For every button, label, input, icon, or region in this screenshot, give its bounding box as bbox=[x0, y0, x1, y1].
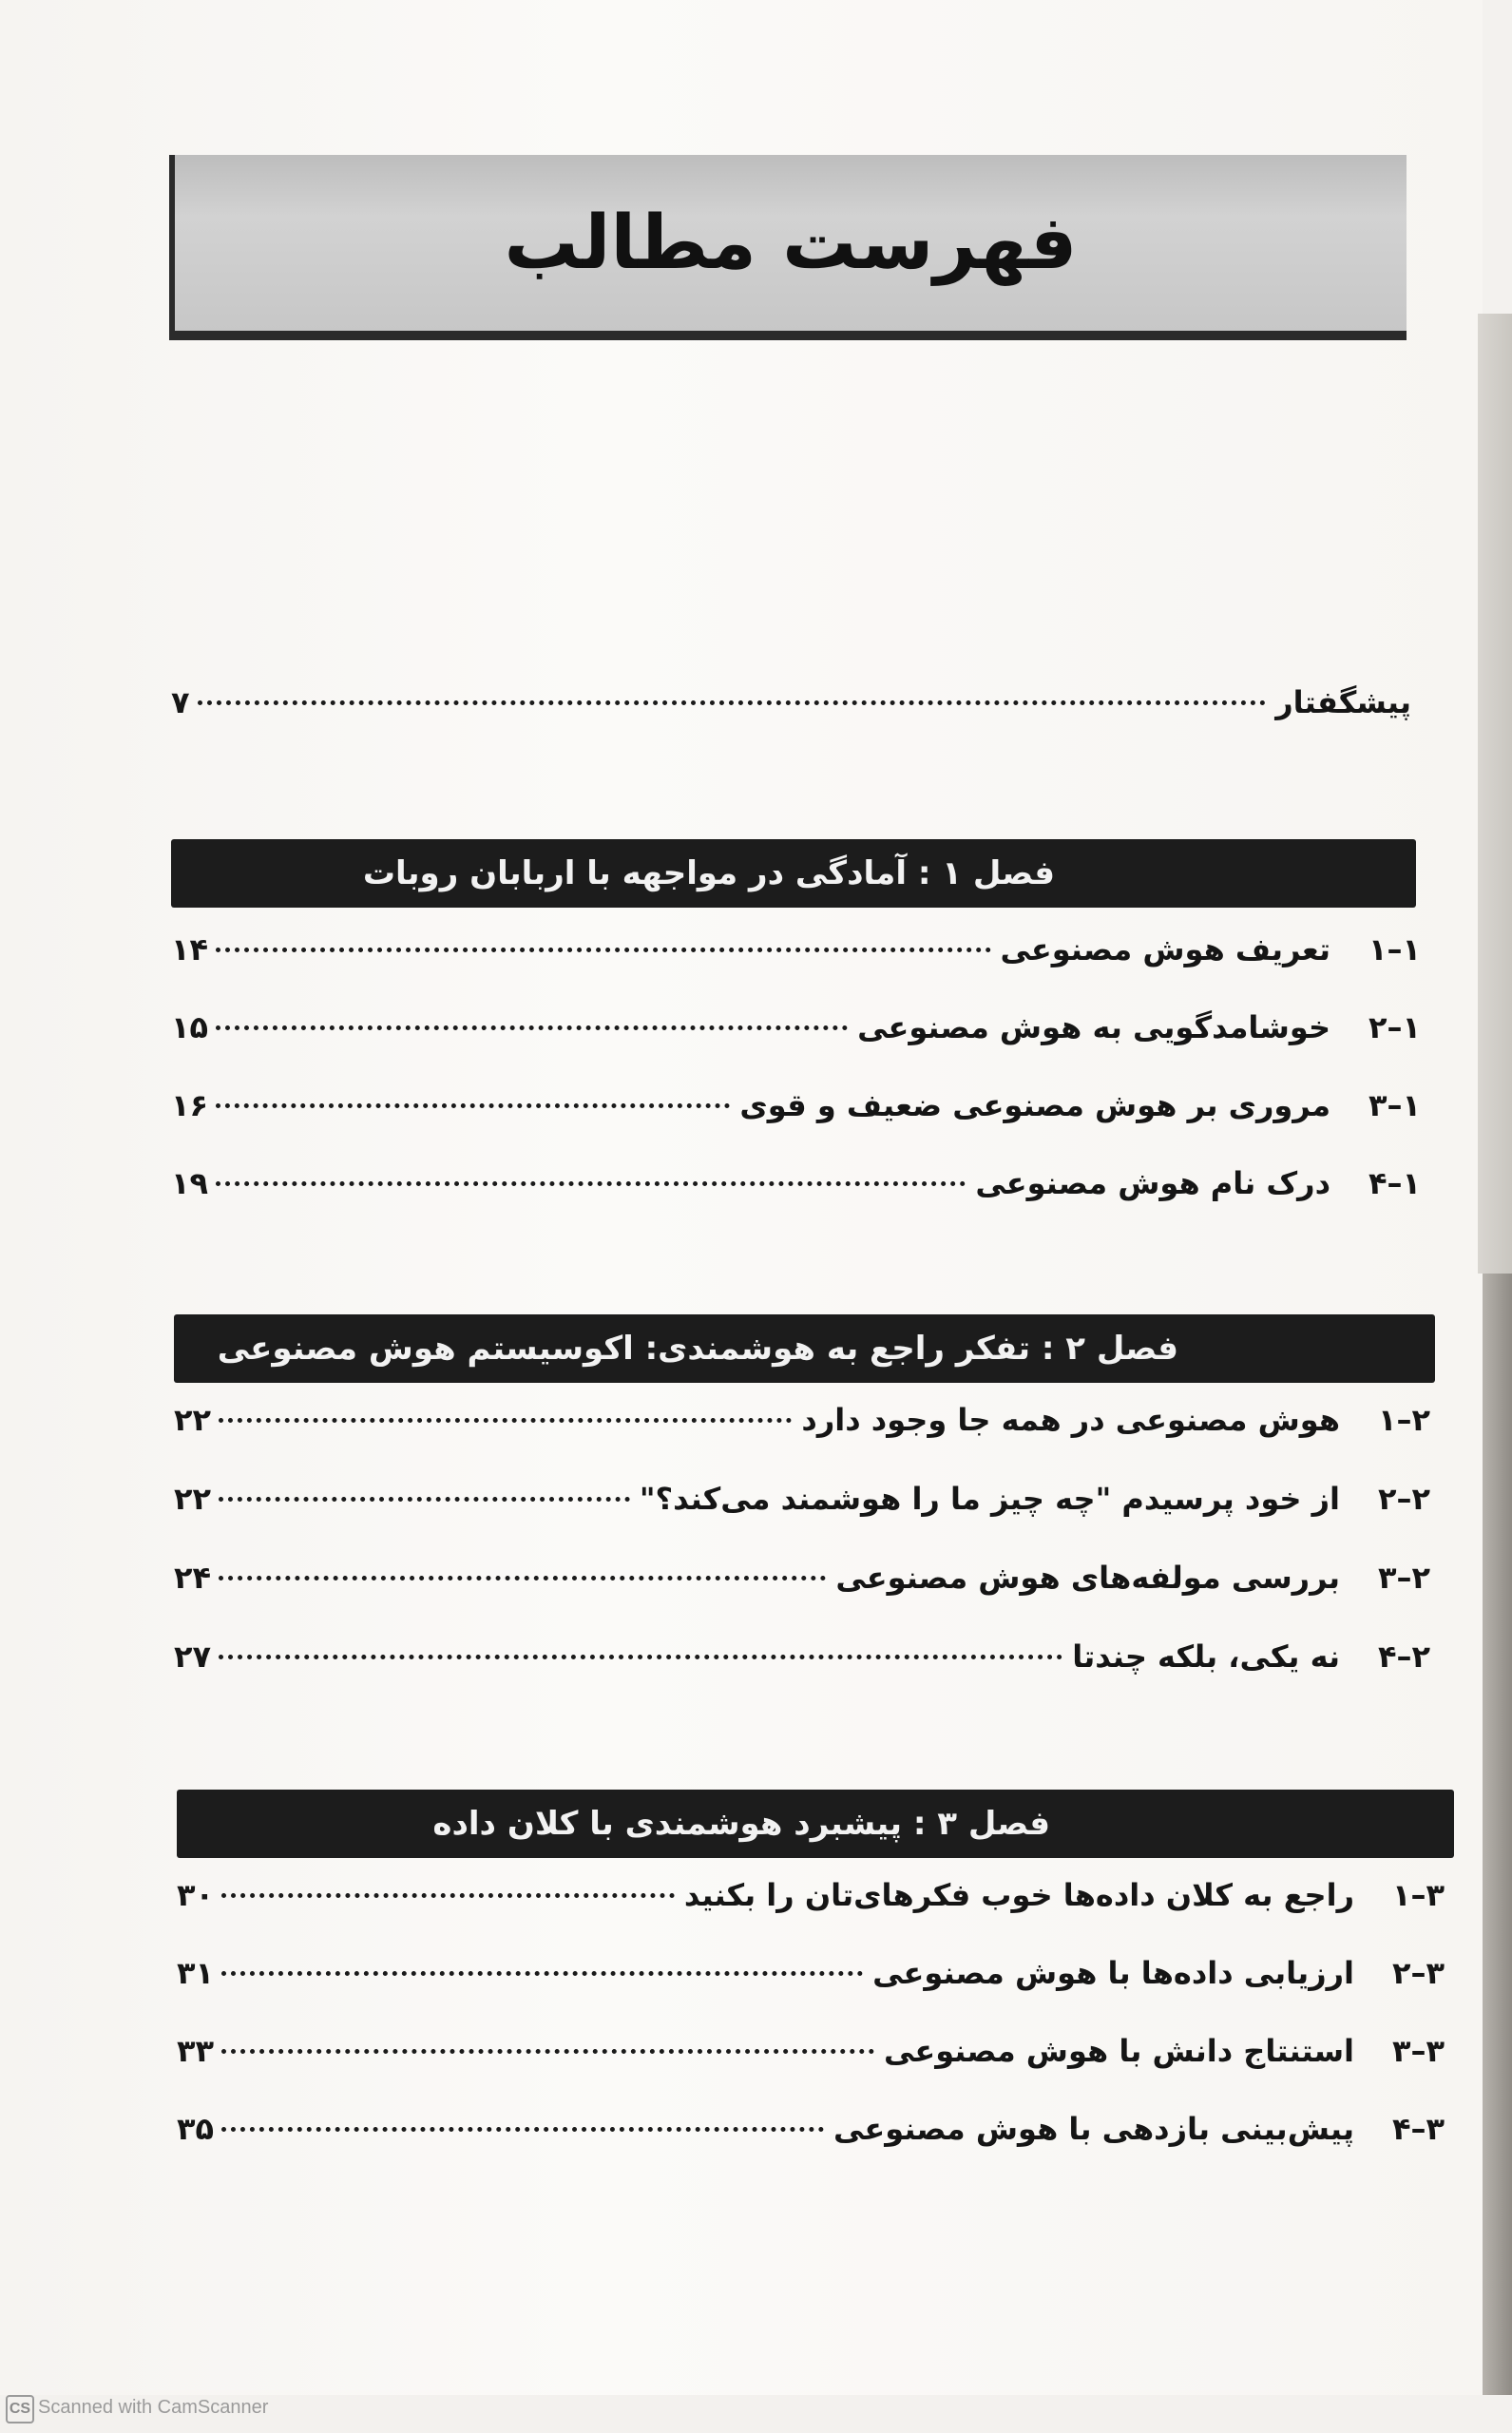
entry-label: هوش مصنوعی در همه جا وجود دارد bbox=[801, 1402, 1340, 1438]
dot-leader bbox=[216, 948, 990, 952]
entry-number: ۲–۳ bbox=[1377, 1560, 1430, 1596]
entry-label: مروری بر هوش مصنوعی ضعیف و قوی bbox=[739, 1087, 1330, 1123]
toc-entry bbox=[177, 1955, 1445, 2012]
entry-number: ۲–۴ bbox=[1377, 1638, 1430, 1675]
entry-label: پیش‌بینی بازدهی با هوش مصنوعی bbox=[833, 2111, 1354, 2147]
entry-label: درک نام هوش مصنوعی bbox=[975, 1165, 1330, 1201]
dot-leader bbox=[221, 2049, 874, 2054]
toc-entry bbox=[177, 2111, 1445, 2168]
camscanner-logo: CS bbox=[6, 2395, 34, 2423]
chapter-heading: فصل ۱ : آمادگی در مواجهه با اربابان روبات bbox=[362, 854, 1055, 892]
page-number: ۱۶ bbox=[171, 1087, 209, 1123]
entry-number: ۳–۲ bbox=[1391, 1955, 1445, 1991]
entry-number: ۳–۴ bbox=[1391, 2111, 1445, 2147]
page-number: ۲۷ bbox=[174, 1638, 212, 1675]
dot-leader bbox=[221, 2127, 824, 2132]
entry-label: نه یکی، بلکه چندتا bbox=[1072, 1638, 1340, 1675]
preface-label: پیشگفتار bbox=[1275, 684, 1411, 720]
page-edge-shadow-lower bbox=[1483, 1274, 1512, 2395]
toc-entry bbox=[174, 1402, 1430, 1459]
entry-number: ۱–۴ bbox=[1368, 1165, 1421, 1201]
scanner-watermark: Scanned with CamScanner bbox=[38, 2397, 269, 2418]
toc-entry bbox=[174, 1560, 1430, 1617]
toc-entry bbox=[177, 2033, 1445, 2090]
page-number: ۲۲ bbox=[174, 1402, 212, 1438]
dot-leader bbox=[221, 1893, 675, 1898]
dot-leader bbox=[216, 1025, 848, 1030]
page-number: ۳۱ bbox=[177, 1955, 215, 1991]
page-number: ۲۴ bbox=[174, 1560, 212, 1596]
toc-entry bbox=[174, 1638, 1430, 1695]
chapter-heading: فصل ۳ : پیشبرد هوشمندی با کلان داده bbox=[432, 1805, 1050, 1843]
entry-number: ۳–۳ bbox=[1391, 2033, 1445, 2069]
page-number: ۳۳ bbox=[177, 2033, 215, 2069]
entry-number: ۱–۱ bbox=[1368, 931, 1421, 967]
page-number: ۲۲ bbox=[174, 1481, 212, 1517]
entry-label: تعریف هوش مصنوعی bbox=[1000, 931, 1330, 967]
page-edge-shadow bbox=[1478, 314, 1512, 1274]
chapter-3-header bbox=[177, 1790, 1454, 1858]
page-number: ۱۹ bbox=[171, 1165, 209, 1201]
page-number: ۳۵ bbox=[177, 2111, 215, 2147]
page-number: ۳۰ bbox=[177, 1877, 215, 1913]
entry-number: ۱–۲ bbox=[1368, 1009, 1421, 1045]
entry-number: ۱–۳ bbox=[1368, 1087, 1421, 1123]
entry-label: راجع به کلان داده‌ها خوب فکرهای‌تان را بکنید bbox=[683, 1877, 1354, 1913]
entry-label: از خود پرسیدم "چه چیز ما را هوشمند می‌کند؟" bbox=[639, 1481, 1340, 1517]
dot-leader bbox=[219, 1497, 630, 1502]
preface-row bbox=[171, 684, 1411, 741]
toc-entry bbox=[171, 1087, 1421, 1144]
entry-label: بررسی مولفه‌های هوش مصنوعی bbox=[835, 1560, 1340, 1596]
page-number: ۱۵ bbox=[171, 1009, 209, 1045]
entry-number: ۲–۲ bbox=[1377, 1481, 1430, 1517]
dot-leader bbox=[216, 1103, 730, 1108]
title-banner bbox=[169, 155, 1407, 340]
dot-leader bbox=[219, 1655, 1062, 1659]
entry-label: استنتاج دانش با هوش مصنوعی bbox=[883, 2033, 1354, 2069]
entry-label: ارزیابی داده‌ها با هوش مصنوعی bbox=[872, 1955, 1354, 1991]
dot-leader bbox=[219, 1418, 792, 1423]
dot-leader bbox=[219, 1576, 826, 1580]
entry-number: ۲–۱ bbox=[1377, 1402, 1430, 1438]
page-title: فهرست مطالب bbox=[504, 200, 1078, 286]
dot-leader bbox=[198, 700, 1267, 705]
toc-entry bbox=[171, 1009, 1421, 1066]
chapter-2-header bbox=[174, 1314, 1435, 1383]
page-number: ۷ bbox=[171, 684, 190, 720]
dot-leader bbox=[221, 1971, 863, 1976]
chapter-heading: فصل ۲ : تفکر راجع به هوشمندی: اکوسیستم هوش مصنوعی bbox=[217, 1330, 1178, 1368]
toc-entry bbox=[171, 1165, 1421, 1222]
toc-entry bbox=[177, 1877, 1445, 1934]
page-number: ۱۴ bbox=[171, 931, 209, 967]
entry-number: ۳–۱ bbox=[1391, 1877, 1445, 1913]
chapter-1-header bbox=[171, 839, 1416, 908]
entry-label: خوشامدگویی به هوش مصنوعی bbox=[857, 1009, 1330, 1045]
dot-leader bbox=[216, 1181, 966, 1186]
toc-entry bbox=[171, 931, 1421, 988]
toc-entry bbox=[174, 1481, 1430, 1538]
